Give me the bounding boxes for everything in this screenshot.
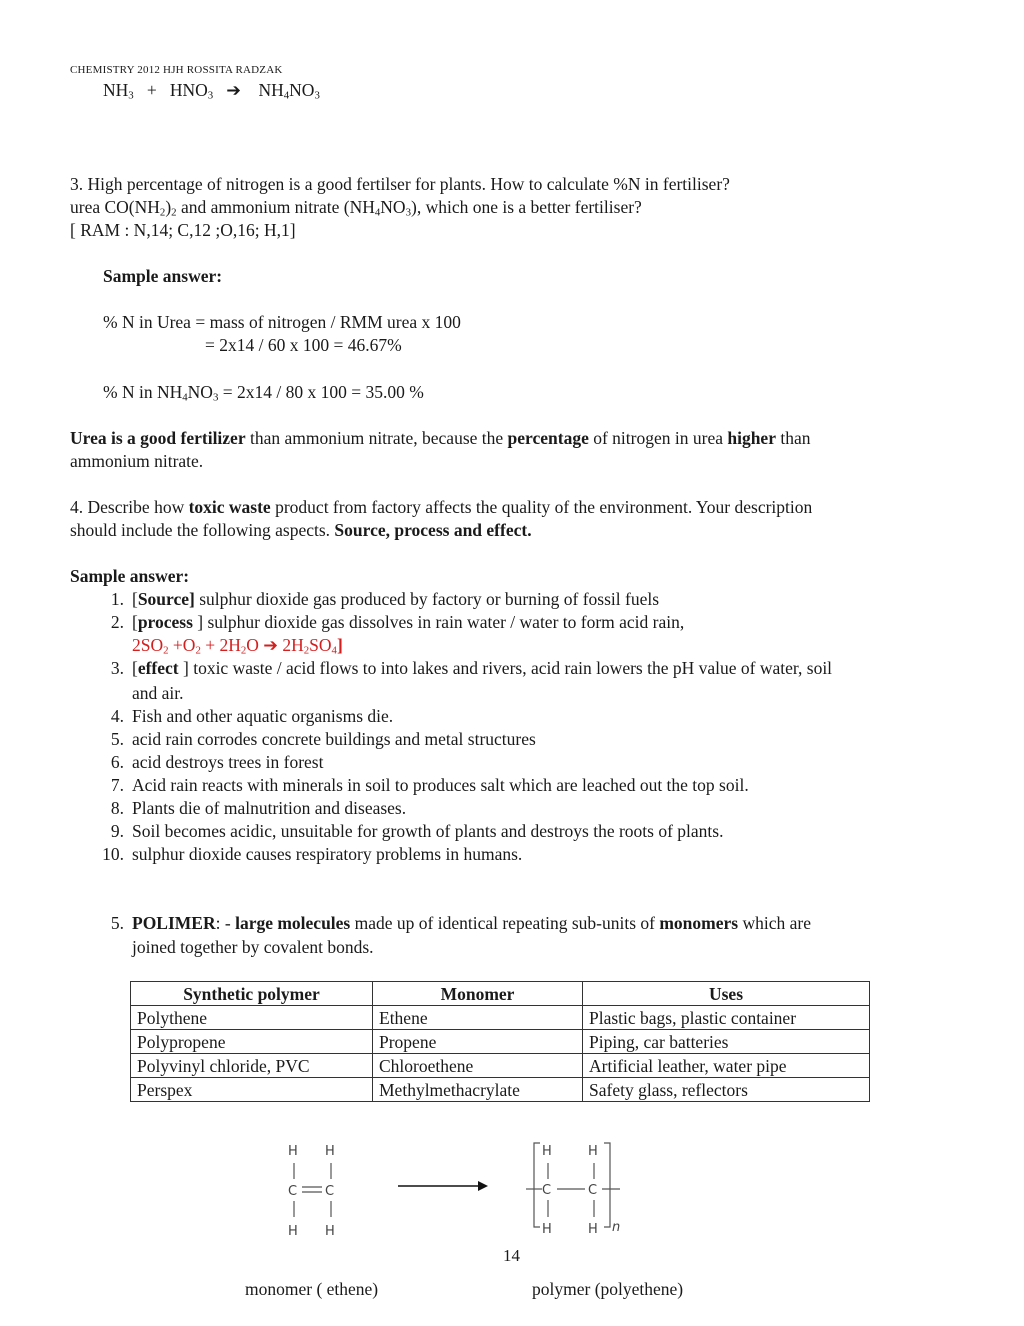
q3-sample-label: Sample answer:	[103, 266, 223, 286]
q4-line1: 4. Describe how toxic waste product from factory affects the quality of the environment. Your description	[70, 497, 813, 517]
table-row	[131, 1078, 870, 1102]
table-cell: Propene	[373, 1030, 583, 1054]
table-row	[131, 1030, 870, 1054]
table-row	[131, 1054, 870, 1078]
svg-text:H: H	[325, 1224, 335, 1239]
q3-conclusion-line2: ammonium nitrate.	[70, 451, 204, 471]
column-header: Uses	[583, 982, 870, 1006]
svg-text:H: H	[288, 1144, 298, 1159]
svg-text:H: H	[588, 1222, 598, 1237]
table-cell: Polyvinyl chloride, PVC	[131, 1054, 373, 1078]
q4-line2: should include the following aspects. Source, process and effect.	[70, 520, 532, 540]
q3-conclusion: Urea is a good fertilizer than ammonium nitrate, because the percentage of nitrogen in urea higher than	[70, 428, 811, 448]
q4-sample-label: Sample answer:	[70, 566, 190, 586]
q3-calc1: % N in Urea = mass of nitrogen / RMM urea x 100	[103, 312, 461, 332]
table-cell: Methylmethacrylate	[373, 1078, 583, 1102]
table-cell: Polythene	[131, 1006, 373, 1030]
arrow-icon: ➔	[226, 80, 241, 100]
q3-calc2: = 2x14 / 60 x 100 = 46.67%	[205, 335, 402, 355]
svg-text:H: H	[288, 1224, 298, 1239]
page-number: 14	[503, 1246, 520, 1265]
table-cell: Perspex	[131, 1078, 373, 1102]
acid-rain-equation: $2SO_2 +O_2 + 2H_2O$ ➔ $2H_2SO_4$]	[132, 635, 343, 657]
svg-text:C: C	[325, 1184, 335, 1199]
table-cell: Ethene	[373, 1006, 583, 1030]
svg-text:H: H	[542, 1144, 552, 1159]
column-header: Synthetic polymer	[131, 982, 373, 1006]
table-cell: Chloroethene	[373, 1054, 583, 1078]
polyethene-structure-icon	[526, 1143, 620, 1237]
ethene-structure-icon	[288, 1144, 335, 1239]
svg-text:H: H	[325, 1144, 335, 1159]
q3-ram: [ RAM : N,14; C,12 ;O,16; H,1]	[70, 220, 296, 240]
svg-text:C: C	[588, 1183, 598, 1198]
svg-text:C: C	[288, 1184, 298, 1199]
svg-text:H: H	[542, 1222, 552, 1237]
svg-text:n: n	[612, 1220, 621, 1235]
polymer-table	[130, 981, 870, 1102]
table-header-row	[131, 982, 870, 1006]
q3-line1: 3. High percentage of nitrogen is a good fertilser for plants. How to calculate %N in fertiliser?	[70, 174, 730, 194]
top-equation: $NH_3$ + $HNO_3$ ➔ $NH_4NO_3$	[103, 80, 320, 102]
document-header: CHEMISTRY 2012 HJH ROSSITA RADZAK	[70, 64, 283, 76]
table-row	[131, 1006, 870, 1030]
q3-calc3: % N in $NH_4NO_3 = 2x14 / 80$ x 100 = 35.00 %	[103, 382, 424, 404]
svg-text:C: C	[542, 1183, 552, 1198]
table-cell: Plastic bags, plastic container	[583, 1006, 870, 1030]
table-cell: Piping, car batteries	[583, 1030, 870, 1054]
svg-text:H: H	[588, 1144, 598, 1159]
column-header: Monomer	[373, 982, 583, 1006]
polymerisation-diagram	[270, 1135, 650, 1245]
table-cell: Artificial leather, water pipe	[583, 1054, 870, 1078]
list-item-continuation: and air.	[132, 683, 184, 703]
polymer-caption: polymer (polyethene)	[532, 1279, 684, 1299]
table-cell: Polypropene	[131, 1030, 373, 1054]
monomer-caption: monomer ( ethene)	[245, 1279, 379, 1299]
q5-heading-line2: joined together by covalent bonds.	[132, 937, 374, 957]
reaction-arrow-icon	[398, 1181, 488, 1191]
q3-line2: urea $CO(NH_2)_2$ and ammonium nitrate $(NH_4NO_3)$, which one is a better fertiliser?	[70, 197, 642, 219]
table-cell: Safety glass, reflectors	[583, 1078, 870, 1102]
